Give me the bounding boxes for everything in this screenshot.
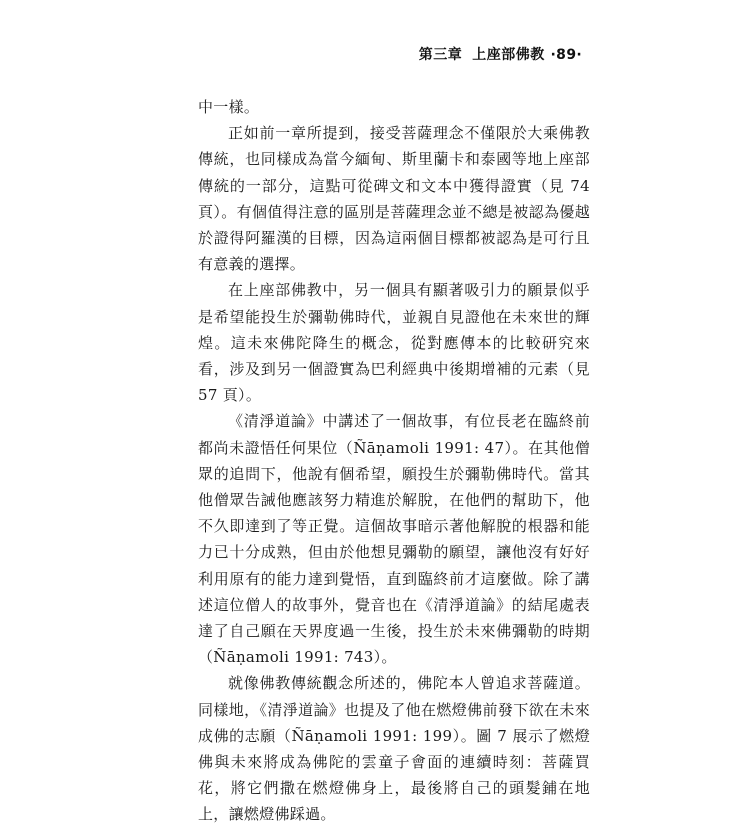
paragraph: 《清淨道論》中講述了一個故事，有位長老在臨終前都尚未證悟任何果位（Ñāṇamoli 1991: 47）。在其他僧眾的追問下，他說有個希望，願投生於彌勒佛時代。當其他僧眾告誡他應該努力精進於解脫，在他們的幫助下，他不久即達到了等正覺。這個故事暗示著他解脫的根器和能力已十分成熟，但由於他想見彌勒的願望，讓他沒有好好利用原有的能力達到覺悟，直到臨終前才這麼做。除了講述這位僧人的故事外，覺音也在《清淨道論》的結尾處表達了自己願在天界度過一生後，投生於未來佛彌勒的時期（Ñāṇamoli 1991: 743）。: [198, 412, 590, 667]
paragraph: 正如前一章所提到，接受菩薩理念不僅限於大乘佛教傳統，也同樣成為當今緬甸、斯里蘭卡和泰國等地上座部傳統的一部分，這點可從碑文和文本中獲得證實（見 74 頁）。有個值得注意的區別是菩薩理念並不總是被認為優越於證得阿羅漢的目標，因為這兩個目標都被認為是可行且有意義的選擇。: [198, 124, 590, 274]
chapter-label: 第三章: [418, 47, 463, 63]
paragraph: 就像佛教傳統觀念所述的，佛陀本人曾追求菩薩道。同樣地，《清淨道論》也提及了他在燃燈佛前發下欲在未來成佛的志願（Ñāṇamoli 1991: 199）。圖 7 展示了燃燈佛與未來將成為佛陀的雲童子會面的連續時刻：菩薩買花，將它們撒在燃燈佛身上，最後將自己的頭髮鋪在地上，讓燃燈佛踩過。: [198, 674, 590, 824]
section-title: 上座部佛教: [472, 47, 545, 63]
page-number: ‧89‧: [550, 47, 582, 63]
body-text: [198, 94, 590, 828]
paragraph-continuation: 中一樣。: [198, 98, 260, 116]
running-header: [419, 44, 582, 64]
paragraph: 在上座部佛教中，另一個具有顯著吸引力的願景似乎是希望能投生於彌勒佛時代，並親自見證他在未來世的輝煌。這未來佛陀降生的概念，從對應傳本的比較研究來看，涉及到另一個證實為巴利經典中後期增補的元素（見 57 頁）。: [198, 281, 590, 405]
